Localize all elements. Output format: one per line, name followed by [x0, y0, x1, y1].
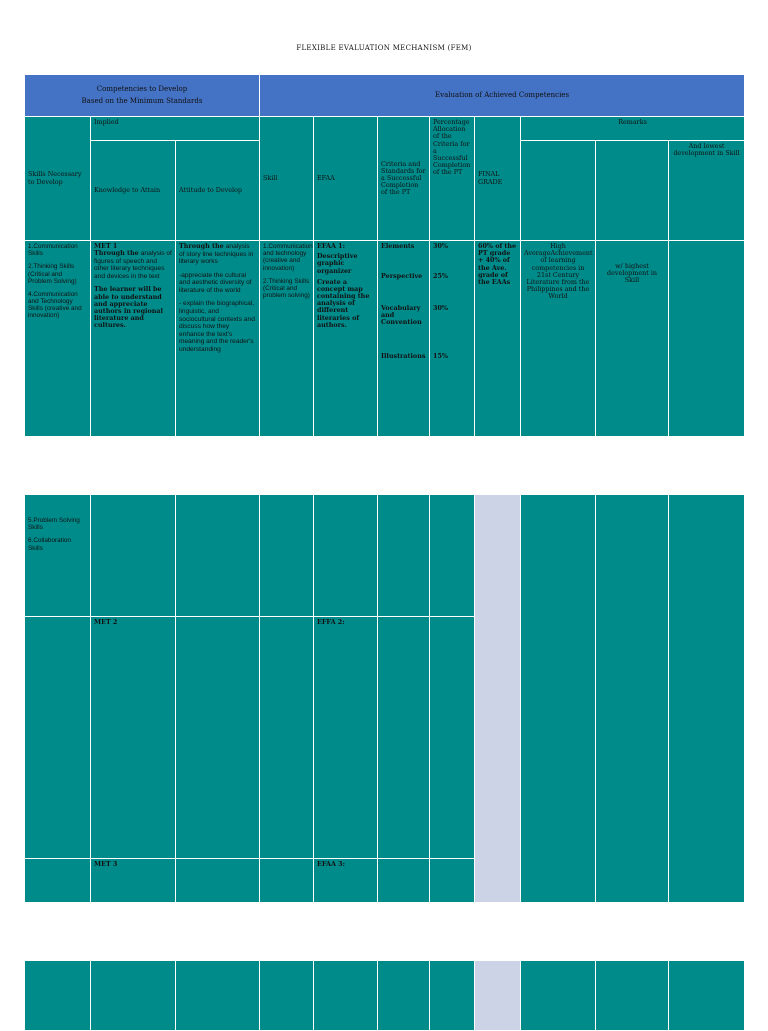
knowledge-outcome: The learner will be able to understand and appreciate authors in regional literature and cultures. [94, 285, 163, 330]
remark-col2-header [596, 141, 669, 241]
document-title: FLEXIBLE EVALUATION MECHANISM (FEM) [296, 44, 472, 52]
competencies-header-line2: Based on the Minimum Standards [81, 96, 203, 105]
skills-cell [25, 495, 91, 617]
remark-achievement: High AverageAchievement of learning competencies in 21st Century Literature from the Philippines and the World [521, 241, 596, 437]
empty-cell [314, 495, 378, 617]
attitude-lead: Through the [179, 242, 224, 250]
empty-cell [430, 961, 475, 1031]
skills-cell [25, 241, 91, 437]
fem-table-continued [24, 494, 745, 903]
met-label: MET 3 [91, 859, 176, 903]
skill-item: 5.Problem Solving Skills [28, 517, 80, 532]
skill-item: 4.Communication and Technology Skills (creative and innovation) [28, 290, 82, 320]
empty-cell [260, 495, 314, 617]
percent-item: 30% [433, 304, 448, 312]
percentage-cell [430, 241, 475, 437]
empty-cell [176, 495, 260, 617]
remark-col3-header: And lowest development in Skill [669, 141, 745, 241]
competencies-header-line1: Competencies to Develop [96, 84, 188, 93]
empty-cell [260, 961, 314, 1031]
remark-cell [521, 495, 596, 903]
criteria-item: Elements [381, 242, 415, 250]
fem-table-next-page [24, 960, 745, 1031]
criteria-item: Vocabulary and Convention [381, 304, 422, 327]
efaa-description: Descriptive graphic organizer [317, 252, 358, 275]
remark-cell [596, 495, 669, 903]
final-grade-column [475, 495, 521, 903]
efaa-title: EFAA 1: [317, 242, 345, 250]
empty-cell [378, 617, 430, 859]
knowledge-lead: Through the [94, 249, 139, 258]
knowledge-cell [91, 241, 176, 437]
evaluation-header: Evaluation of Achieved Competencies [260, 75, 745, 117]
empty-cell [260, 617, 314, 859]
empty-cell [91, 495, 176, 617]
attitude-item: -appreciate the cultural and aesthetic diversity of literature of the world [179, 271, 252, 294]
percentage-header: Percentage Allocation of the Criteria for a Successful Completion of the PT [430, 117, 475, 241]
efaa-title: EFAA 3: [314, 859, 378, 903]
empty-cell [260, 859, 314, 903]
skill-header: Skill [260, 117, 314, 241]
remark-col1-header [521, 141, 596, 241]
empty-cell [25, 859, 91, 903]
attitude-item: - explain the biographical, linguistic, and sociocultural contexts and discuss how they enhance the text's meaning and the reader's understanding [179, 300, 255, 353]
competencies-header [25, 75, 260, 117]
skill-cell [260, 241, 314, 437]
efaa-header: EFAA [314, 117, 378, 241]
criteria-item: Perspective [381, 272, 423, 280]
efaa-task: Create a concept map containing the analysis of different literaries of authors. [317, 277, 370, 329]
implied-header: Implied [91, 117, 260, 141]
empty-cell [314, 961, 378, 1031]
final-grade-header: FINAL GRADE [475, 117, 521, 241]
empty-cell [378, 961, 430, 1031]
attitude-text: analysis of story line techniques in literary works [179, 243, 254, 266]
criteria-header: Criteria and Standards for a Successful Completion of the PT [378, 117, 430, 241]
remarks-header: Remarks [521, 117, 745, 141]
empty-cell [378, 859, 430, 903]
efaa-title: EFFA 2: [314, 617, 378, 859]
knowledge-header: Knowledge to Attain [91, 141, 176, 241]
percent-item: 15% [433, 352, 448, 360]
met-label: MET 2 [91, 617, 176, 859]
knowledge-text: analysis of figures of speech and other literary techniques and devices in the text [94, 250, 172, 280]
empty-cell [176, 859, 260, 903]
percent-item: 30% [433, 242, 448, 250]
attitude-header: Attitude to Develop [176, 141, 260, 241]
percent-item: 25% [433, 272, 448, 280]
met-label: MET 1 [94, 242, 118, 250]
skills-header: Skills Necessary to Develop [25, 117, 91, 241]
empty-cell [430, 617, 475, 859]
empty-cell [430, 859, 475, 903]
remark-lowest-cell [669, 241, 745, 437]
efaa-cell [314, 241, 378, 437]
empty-cell [378, 495, 430, 617]
skill-list-item: 2.Thinking Skills (Critical and problem solving) [263, 277, 310, 300]
remark-highest: w/ highest development in Skill [596, 241, 669, 437]
skill-item: 6.Collaboration Skills [28, 537, 71, 552]
remark-cell [669, 961, 745, 1031]
remark-cell [596, 961, 669, 1031]
final-grade-cell: 60% of the PT grade + 40% of the Ave. grade of the EAAs [475, 241, 521, 437]
skill-item: 1.Communication Skills [28, 243, 78, 258]
remark-cell [669, 495, 745, 903]
empty-cell [176, 961, 260, 1031]
skill-item: 2.Thinking Skills (Critical and Problem Solving) [28, 263, 77, 285]
empty-cell [430, 495, 475, 617]
criteria-item: Illustrations [381, 352, 426, 360]
skill-list-item: 1.Communication and technology (creative and innovation) [263, 243, 313, 272]
fem-table-main [24, 74, 745, 437]
final-grade-column [475, 961, 521, 1031]
empty-cell [176, 617, 260, 859]
criteria-cell [378, 241, 430, 437]
empty-cell [91, 961, 176, 1031]
attitude-cell [176, 241, 260, 437]
empty-cell [25, 617, 91, 859]
empty-cell [25, 961, 91, 1031]
remark-cell [521, 961, 596, 1031]
